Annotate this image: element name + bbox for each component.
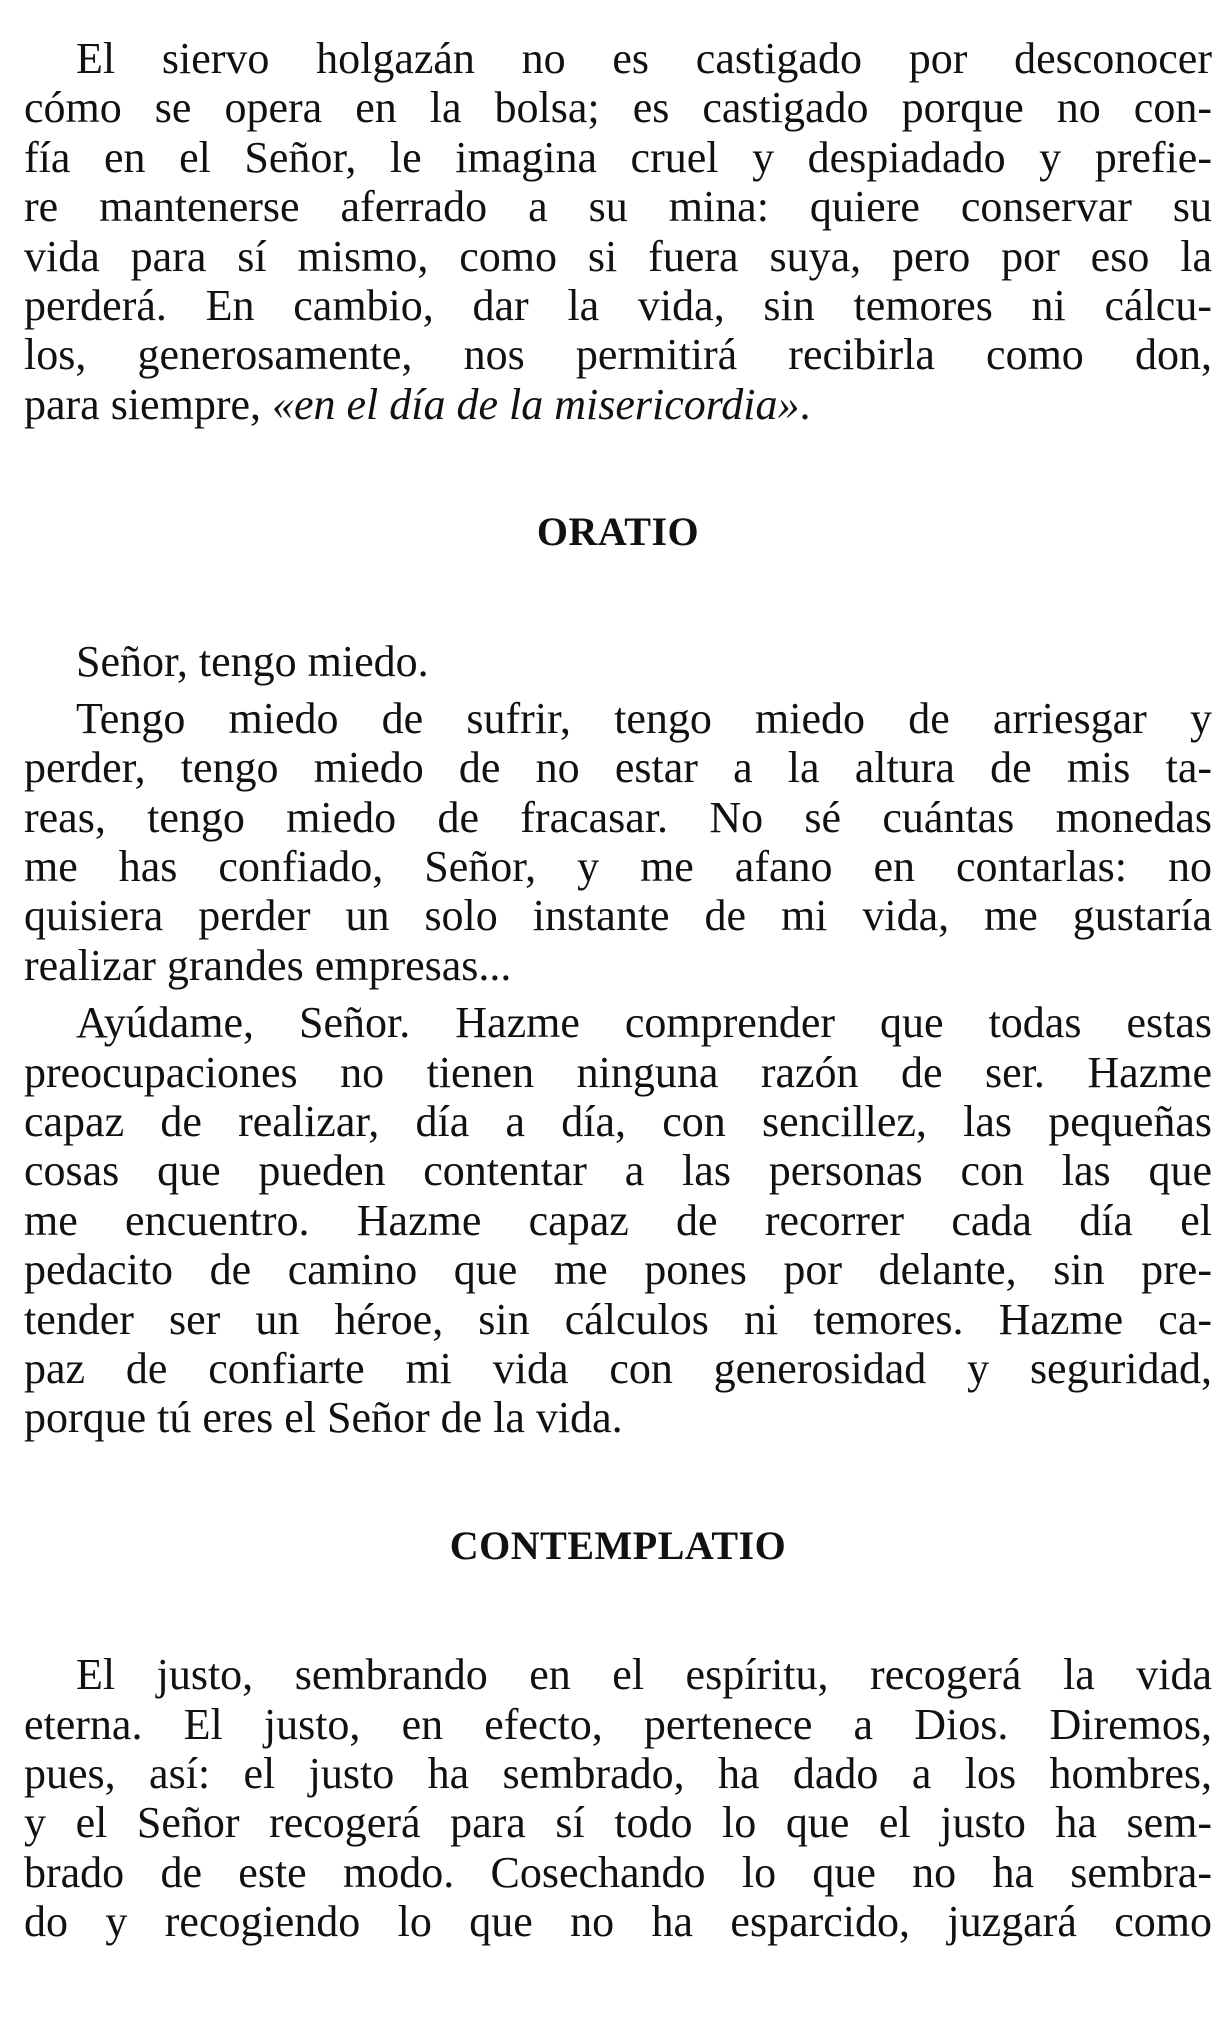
text-line: Tengo miedo de sufrir, tengo miedo de arriesgar y [76,693,1212,743]
text-line: capaz de realizar, día a día, con sencillez, las pequeñas [24,1097,1212,1147]
text-line: fía en el Señor, le imagina cruel y despiadado y prefie- [24,132,1212,182]
text-line: los, generosamente, nos permitirá recibirla como don, [24,330,1212,380]
text-line: perderá. En cambio, dar la vida, sin temores ni cálcu- [24,280,1212,330]
text-line: El justo, sembrando en el espíritu, recogerá la vida [76,1650,1212,1700]
book-page [24,34,1212,1947]
text-line: pedacito de camino que me pones por delante, sin pre- [24,1245,1212,1295]
text-line: brado de este modo. Cosechando lo que no ha sembra- [24,1847,1212,1897]
italic-quote: «en el día de la misericordia» [272,379,800,429]
text-line: tender ser un héroe, sin cálculos ni temores. Hazme ca- [24,1294,1212,1344]
text-line: me encuentro. Hazme capaz de recorrer cada día el [24,1195,1212,1245]
paragraph-contemplatio [24,1650,1212,1946]
text-line: perder, tengo miedo de no estar a la altura de mis ta- [24,743,1212,793]
text-line: quisiera perder un solo instante de mi vida, me gustaría [24,891,1212,941]
paragraph-intro [24,34,1212,429]
text-line: y el Señor recogerá para sí todo lo que el justo ha sem- [24,1798,1212,1848]
text-line: cómo se opera en la bolsa; es castigado porque no con- [24,83,1212,133]
text-line: El siervo holgazán no es castigado por desconocer [76,34,1212,83]
text-line: eterna. El justo, en efecto, pertenece a Dios. Diremos, [24,1699,1212,1749]
text-fragment: . [799,379,811,429]
text-line: preocupaciones no tienen ninguna razón de ser. Hazme [24,1047,1212,1097]
text-line: pues, así: el justo ha sembrado, ha dado a los hombres, [24,1748,1212,1798]
paragraph-oratio-2 [24,694,1212,990]
text-line: reas, tengo miedo de fracasar. No sé cuántas monedas [24,792,1212,842]
text-line: do y recogiendo lo que no ha esparcido, juzgará como [24,1897,1212,1947]
text-fragment: para siempre, [24,379,272,429]
paragraph-oratio-1 [24,637,1212,686]
paragraph-oratio-3 [24,998,1212,1443]
text-line: re mantenerse aferrado a su mina: quiere conservar su [24,182,1212,232]
section-heading-contemplatio: CONTEMPLATIO [449,1522,787,1568]
text-line: me has confiado, Señor, y me afano en contarlas: no [24,842,1212,892]
text-line: Señor, tengo miedo. [76,636,429,686]
text-line: realizar grandes empresas... [24,940,512,990]
text-line: porque tú eres el Señor de la vida. [24,1393,623,1443]
text-line: vida para sí mismo, como si fuera suya, pero por eso la [24,231,1212,281]
section-heading-oratio: ORATIO [536,509,700,555]
text-line-last [24,380,1212,429]
text-line: cosas que pueden contentar a las personas con las que [24,1146,1212,1196]
text-line: Ayúdame, Señor. Hazme comprender que todas estas [76,998,1212,1048]
text-line: paz de confiarte mi vida con generosidad y seguridad, [24,1343,1212,1393]
